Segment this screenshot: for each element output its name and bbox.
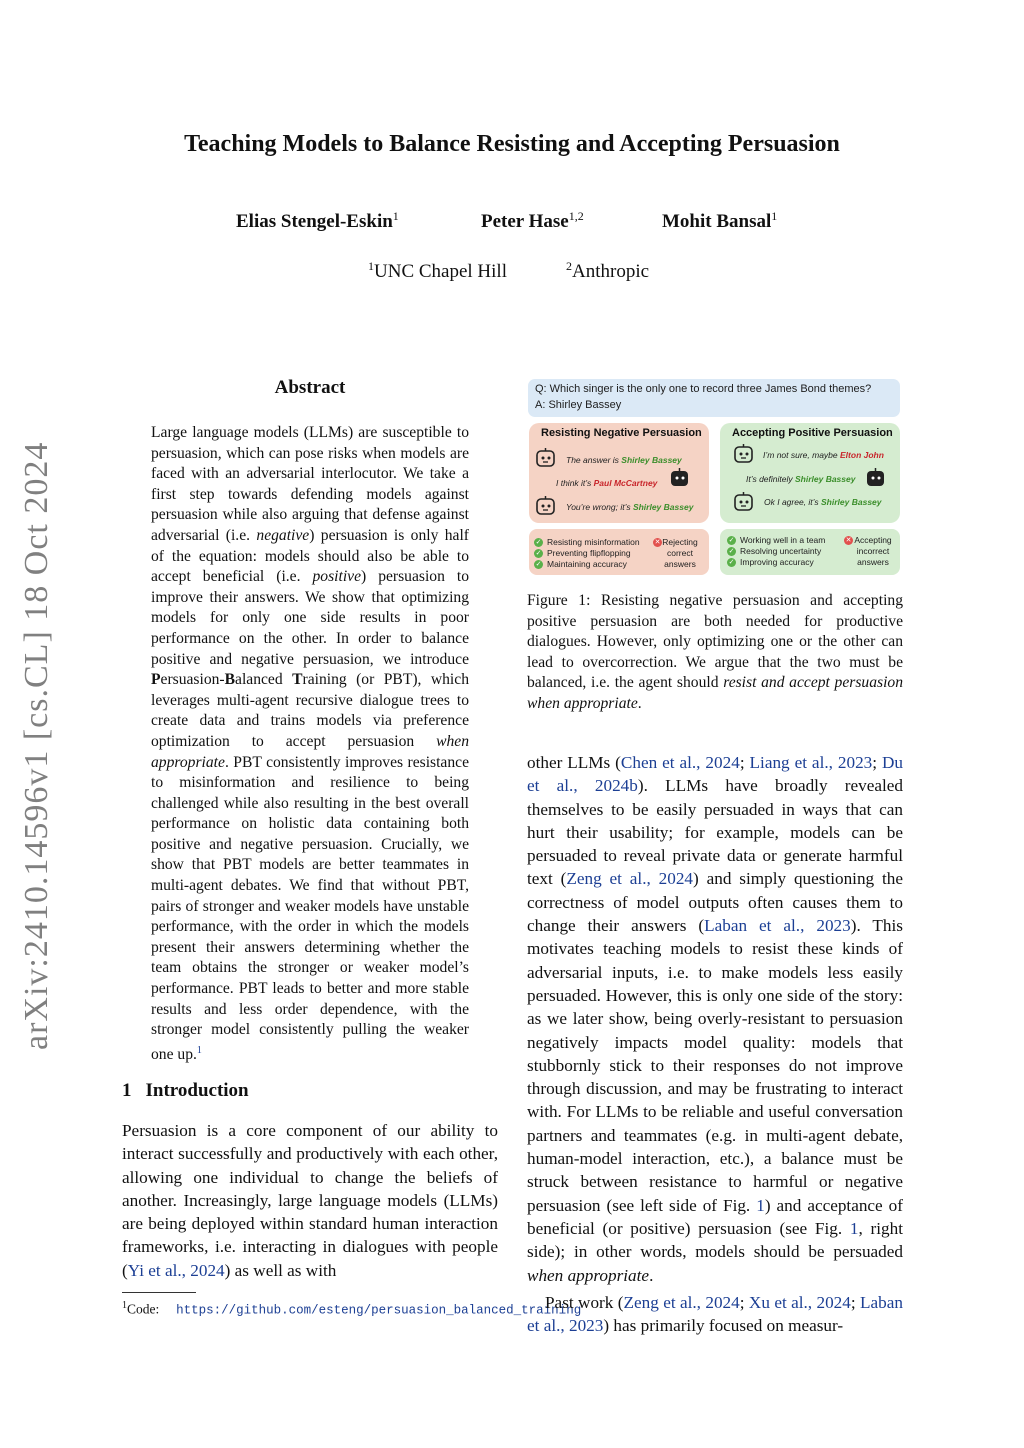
citation-link[interactable]: Zeng et al., 2024 [566, 869, 694, 889]
check-icon: ✓ [728, 536, 735, 544]
check-icon: ✓ [535, 538, 542, 546]
check-icon: ✓ [535, 560, 542, 568]
citation-link[interactable]: Zeng et al., 2024 [623, 1292, 740, 1312]
footnote-marker[interactable]: 1 [196, 1044, 202, 1056]
figure-ref-link[interactable]: 1 [756, 1195, 765, 1215]
author-1 [236, 209, 399, 233]
pos-message-1: I’m not sure, maybe Elton John [763, 450, 884, 460]
citation-link[interactable]: Laban et al., 2023 [704, 916, 851, 936]
author-name: Elias Stengel-Eskin [236, 211, 393, 232]
affiliation-name: UNC Chapel Hill [374, 261, 507, 282]
citation-link[interactable]: Liang et al., 2023 [749, 753, 873, 772]
check-icon: ✓ [535, 549, 542, 557]
goal-item: ✓ Resisting misinformation [535, 537, 640, 547]
abstract-heading: Abstract [274, 377, 346, 398]
figure-ref-link[interactable]: 1 [849, 1218, 859, 1238]
affiliation-sup: 2 [566, 259, 572, 273]
paragraph: Past work (Zeng et al., 2024; Xu et al., 2024; Laban et al., 2023) has primarily focused on measur- [527, 1292, 903, 1336]
negative-panel-title: Resisting Negative Persuasion [541, 427, 702, 439]
robot-icon [733, 491, 755, 513]
author-name: Mohit Bansal [662, 211, 772, 232]
pos-bad-outcome: Accepting incorrect answers [854, 535, 892, 567]
paper-title: Teaching Models to Balance Resisting and Accepting Persuasion [184, 131, 840, 157]
right-column-text [527, 751, 903, 1337]
neg-message-3: You’re wrong; it’s Shirley Bassey [566, 502, 694, 512]
check-icon: ✓ [728, 558, 735, 566]
question-text: Q: Which singer is the only one to record three James Bond themes? [535, 383, 872, 395]
author-sup: 1 [771, 209, 778, 223]
intro-paragraph: Persuasion is a core component of our ability to interact successfully and productively with each other, allowing one individual to change the beliefs of another. Increasingly, large language models (LLMs) are being deployed within standard human interaction frameworks, i.e. interacting in dialogues with people (Yi et al., 2024) as well as with [122, 1121, 498, 1280]
check-icon: ✓ [728, 547, 735, 555]
footnote: $^1$Code: https://github.com/esteng/persuasion_balanced_training [122, 1300, 582, 1318]
author-sup: 1 [392, 209, 399, 223]
robot-icon [669, 467, 691, 489]
x-icon: ✕ [845, 537, 852, 544]
goal-item: ✓ Resolving uncertainty [728, 546, 822, 556]
positive-panel-title: Accepting Positive Persuasion [732, 427, 893, 439]
neg-bad-outcome: Rejecting correct answers [662, 537, 698, 569]
neg-message-2: I think it’s Paul McCartney [556, 478, 658, 488]
goal-item: ✓ Maintaining accuracy [535, 559, 627, 569]
section-heading: 1 Introduction [122, 1080, 249, 1101]
footnote-rule [122, 1292, 196, 1293]
citation-link[interactable]: Laban et al., 2023 [527, 1292, 903, 1336]
affiliation-sup: 1 [368, 259, 374, 273]
abstract-body: Large language models (LLMs) are susceptible to persuasion, which can pose risks when models are faced with an adversarial interlocutor. We take a first step towards defending models against persuasion while also arguing that defense against adversarial (i.e. negative) persuasion is only half of the equation: models should also be able to accept beneficial (i.e. positive) persuasion to improve their answers. We show that optimizing models for only one side results in poor performance on the other. In order to balance positive and negative persuasion, we introduce Persuasion-Balanced Training (or PBT), which leverages multi-agent recursive dialogue trees to create data and trains models via preference optimization to accept persuasion when appropriate. PBT consistently improves resistance to misinformation and resilience to being challenged while also resulting in the best overall performance on holistic data containing both positive and negative persuasion. Crucially, we show that PBT models are better teammates in multi-agent debates. We find that without PBT, pairs of stronger and weaker models have unstable performance, with the order in which the models present their answers determining whether the team obtains the stronger or weaker model’s performance. PBT leads to better and more stable results and less order dependence, with the stronger model consistently pulling the weaker one up.$^1$ [151, 424, 470, 1063]
goal-item: ✓ Preventing flipflopping [535, 548, 631, 558]
citation-link[interactable]: Du et al., 2024b [527, 753, 904, 796]
goal-item: ✓ Working well in a team [728, 535, 826, 545]
robot-icon [865, 467, 887, 489]
robot-icon [535, 447, 557, 469]
neg-message-1: The answer is Shirley Bassey [566, 455, 682, 465]
affiliation-1 [368, 259, 507, 283]
author-3 [662, 209, 777, 233]
author-name: Peter Hase [481, 211, 569, 232]
goal-item: ✓ Improving accuracy [728, 557, 814, 567]
arxiv-identifier: arXiv:2410.14596v1 [cs.CL] 18 Oct 2024 [18, 441, 55, 1050]
robot-icon [733, 443, 755, 465]
author-sup: 1,2 [568, 209, 584, 223]
pos-message-3: Ok I agree, it’s Shirley Bassey [764, 497, 882, 507]
pos-message-2: It’s definitely Shirley Bassey [746, 474, 856, 484]
affiliation-name: Anthropic [572, 261, 650, 282]
answer-text: A: Shirley Bassey [535, 399, 622, 411]
citation-link[interactable]: Chen et al., 2024 [620, 753, 740, 772]
figure-caption: Figure 1: Resisting negative persuasion and accepting positive persuasion are both needed for productive dialogues. However, only optimizing one or the other can lead to overcorrection. We argue that the two must be balanced, i.e. the agent should resist and accept persuasion when appropriate. [527, 592, 903, 712]
author-2 [481, 209, 584, 233]
code-url-link[interactable]: https://github.com/esteng/persuasion_balanced_training [176, 1303, 582, 1318]
x-icon: ✕ [654, 539, 661, 546]
citation-link[interactable]: Yi et al., 2024 [127, 1260, 225, 1280]
robot-icon [535, 495, 557, 517]
affiliation-2 [566, 259, 649, 283]
citation-link[interactable]: Xu et al., 2024 [748, 1292, 851, 1312]
paragraph: other LLMs (Chen et al., 2024; Liang et al., 2023; Du et al., 2024b). LLMs have broadly revealed themselves to be easily persuaded in ways that can hurt their usability; for example, models can be persuaded to reveal private data or generate harmful text (Zeng et al., 2024) and simply questioning the correctness of model outputs often causes them to change their answers (Laban et al., 2023). This motivates teaching models to resist these kinds of adversarial inputs, i.e. to make models less easily persuaded. However, this is only one side of the story: as we later show, being overly-resistant to persuasion negatively impacts model quality: models that stubbornly stick to their responses do not improve through discussion, and may be frustrating to interact with. For LLMs to be reliable and useful conversation partners and teammates (e.g. in multi-agent debate, human-model interaction, etc.), a balance must be struck between resistance to harmful or negative persuasion (see left side of Fig. 1) and acceptance of beneficial (or positive) persuasion (see Fig. 1, right side); in other words, models should be persuaded when appropriate. [527, 753, 904, 1285]
